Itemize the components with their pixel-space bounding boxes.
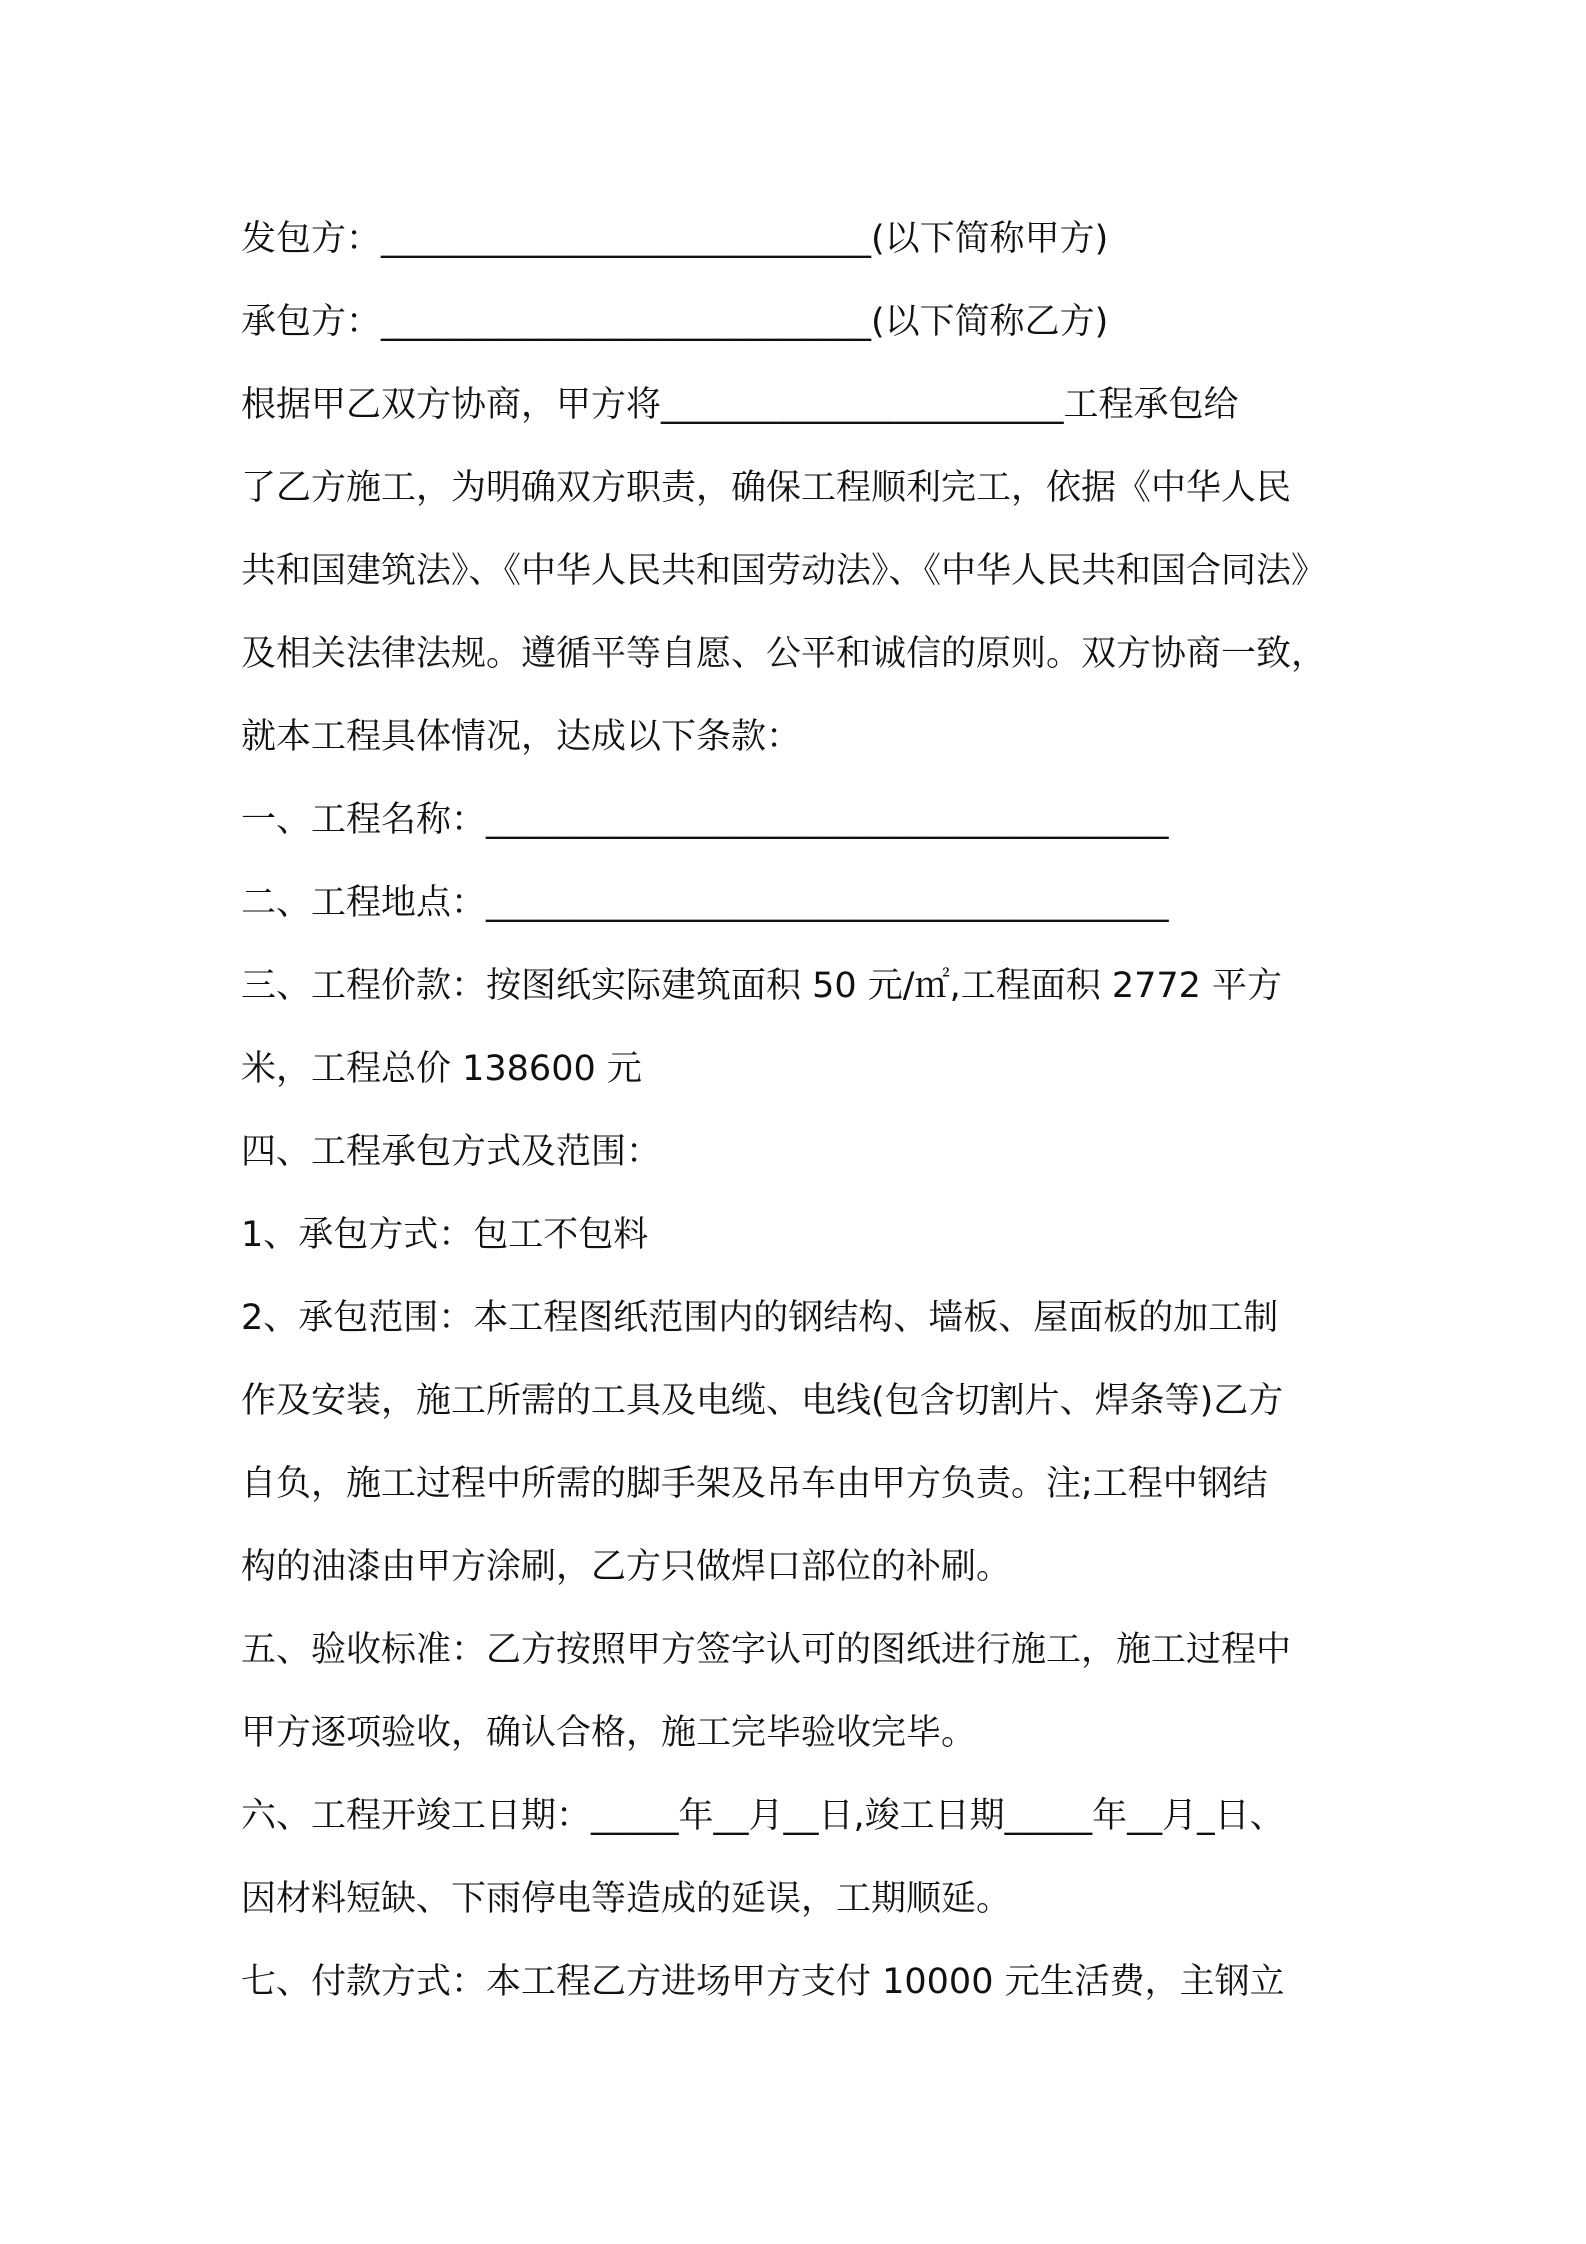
preamble-line: 共和国建筑法》、《中华人民共和国劳动法》、《中华人民共和国合同法》 <box>241 551 1327 591</box>
clause-scope-range-cont: 构的油漆由甲方涂刷，乙方只做焊口部位的补刷。 <box>241 1547 1012 1587</box>
clause-scope-range: 2、承包范围：本工程图纸范围内的钢结构、墙板、屋面板的加工制 <box>241 1298 1279 1338</box>
clause-acceptance: 五、验收标准：乙方按照甲方签字认可的图纸进行施工，施工过程中 <box>241 1630 1292 1670</box>
clause-project-price: 三、工程价款：按图纸实际建筑面积 50 元/㎡,工程面积 2772 平方 <box>241 966 1283 1006</box>
clause-scope-range-cont: 作及安装，施工所需的工具及电缆、电线(包含切割片、焊条等)乙方 <box>241 1381 1284 1421</box>
clause-payment: 七、付款方式：本工程乙方进场甲方支付 10000 元生活费，主钢立 <box>241 1962 1285 2002</box>
clause-schedule-cont: 因材料短缺、下雨停电等造成的延误，工期顺延。 <box>241 1879 1012 1919</box>
preamble-line: 就本工程具体情况，达成以下条款： <box>241 717 802 757</box>
subcontractor-party-line: 承包方：____________________________(以下简称乙方) <box>241 302 1109 342</box>
contractor-party-line: 发包方：____________________________(以下简称甲方) <box>241 219 1109 259</box>
document-body <box>241 198 1361 2024</box>
clause-project-price-cont: 米，工程总价 138600 元 <box>241 1049 642 1089</box>
clause-scope-range-cont: 自负，施工过程中所需的脚手架及吊车由甲方负责。注;工程中钢结 <box>241 1464 1268 1504</box>
clause-scope-heading: 四、工程承包方式及范围： <box>241 1132 662 1172</box>
preamble-line: 及相关法律法规。遵循平等自愿、公平和诚信的原则。双方协商一致， <box>241 634 1327 674</box>
clause-project-name: 一、工程名称：_______________________________________ <box>241 800 1169 840</box>
preamble-line: 了乙方施工，为明确双方职责，确保工程顺利完工，依据《中华人民 <box>241 468 1292 508</box>
clause-acceptance-cont: 甲方逐项验收，确认合格，施工完毕验收完毕。 <box>241 1713 977 1753</box>
clause-project-location: 二、工程地点：_______________________________________ <box>241 883 1169 923</box>
clause-scope-method: 1、承包方式：包工不包料 <box>241 1215 649 1255</box>
clause-schedule: 六、工程开竣工日期：_____年__月__日,竣工日期_____年__月_日、 <box>241 1796 1285 1836</box>
preamble-line: 根据甲乙双方协商，甲方将_______________________工程承包给 <box>241 385 1239 425</box>
